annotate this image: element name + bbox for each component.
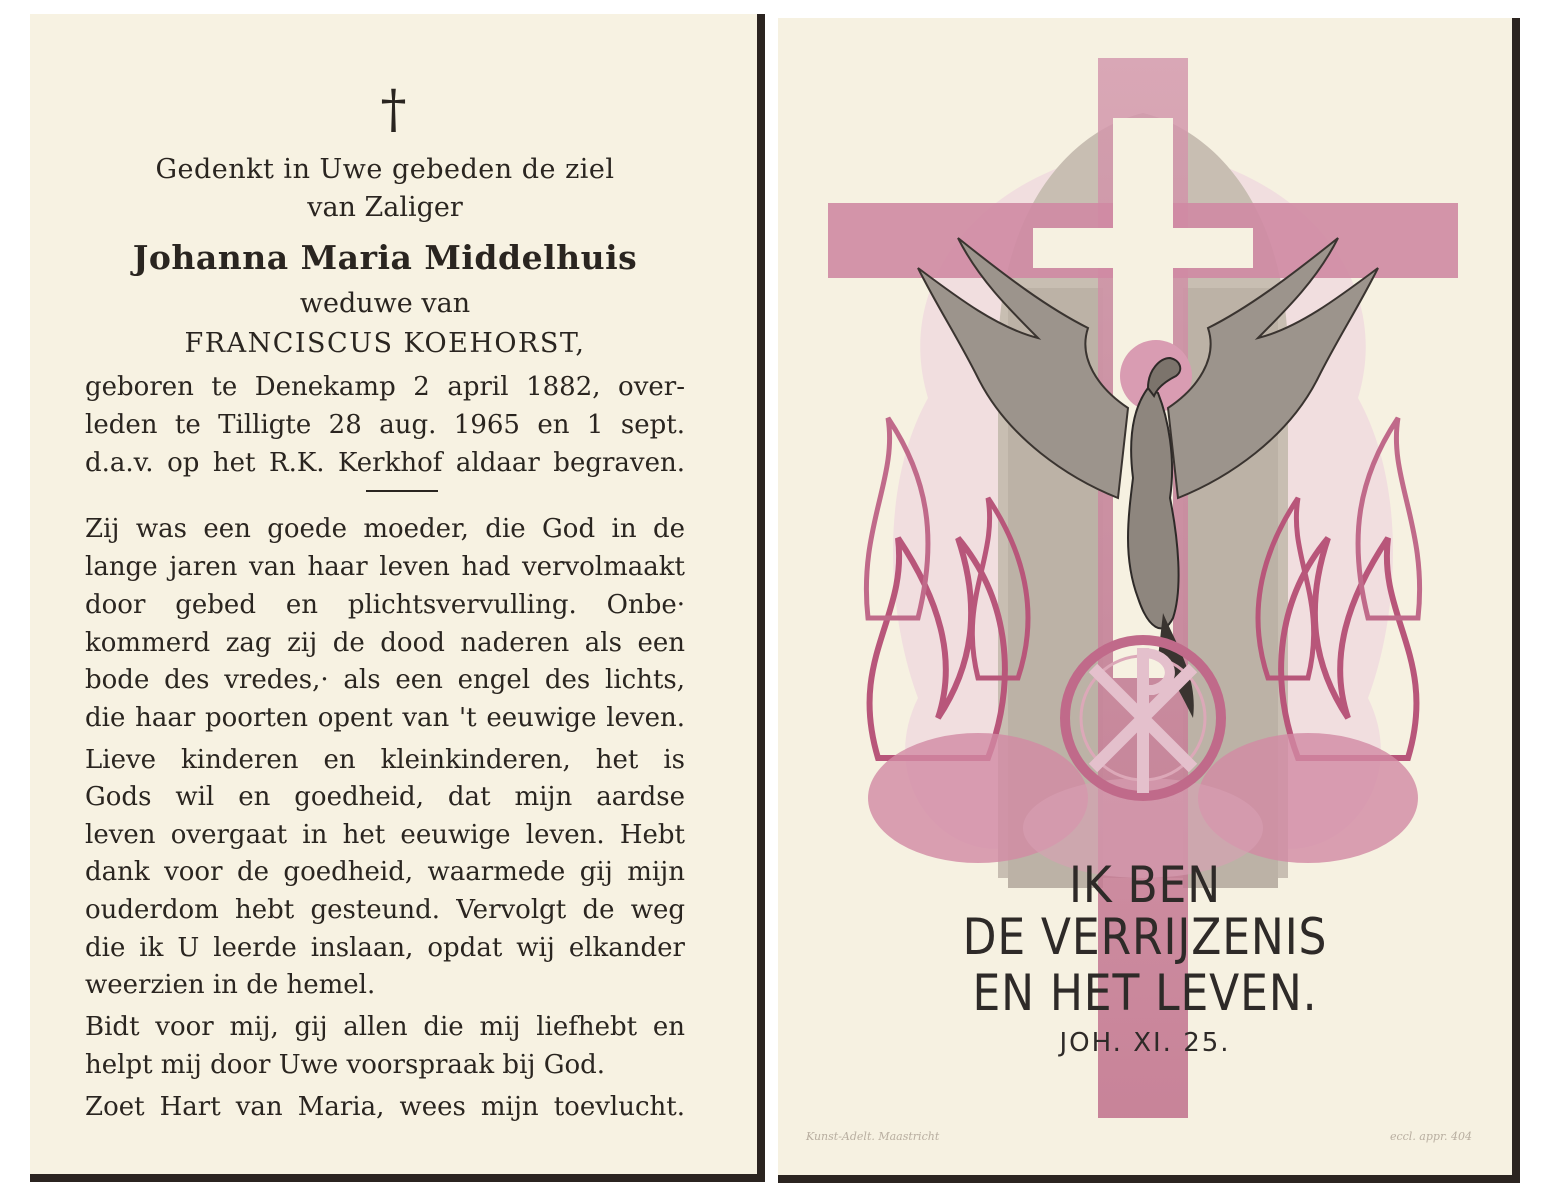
bio-line: leden te Tilligte 28 aug. 1965 en 1 sept.	[85, 410, 685, 440]
publisher-imprint: Kunst-Adelt. Maastricht	[806, 1130, 940, 1143]
bio-line: d.a.v. op het R.K. Kerkhof aldaar begraven.	[85, 448, 685, 478]
bio-line: geboren te Denekamp 2 april 1882, over-	[85, 372, 685, 402]
body-line: ouderdom hebt gesteund. Vervolgt de weg	[85, 895, 685, 925]
husband-name: FRANCISCUS KOEHORST,	[184, 328, 586, 359]
white-cross-horizontal	[1033, 228, 1253, 268]
body-line: Lieve kinderen en kleinkinderen, het is	[85, 745, 685, 775]
body-line: door gebed en plichtsvervulling. Onbe·	[85, 590, 685, 620]
body-line: Zij was een goede moeder, die God in de	[85, 514, 685, 544]
deceased-name: Johanna Maria Middelhuis	[132, 238, 638, 277]
body-line: weerzien in de hemel.	[85, 970, 376, 1000]
cross-icon: †	[380, 80, 407, 140]
intro-line: Gedenkt in Uwe gebeden de ziel	[155, 154, 615, 185]
body-line: Zoet Hart van Maria, wees mijn toevlucht.	[85, 1092, 685, 1122]
verse-line: DE VERRIJZENIS	[962, 908, 1328, 966]
approval-imprint: eccl. appr. 404	[1389, 1130, 1472, 1143]
verse-line: EN HET LEVEN.	[972, 964, 1318, 1022]
body-line: leven overgaat in het eeuwige leven. Hebt	[85, 820, 685, 850]
body-line: Gods wil en goedheid, dat mijn aardse	[85, 782, 685, 812]
body-line: helpt mij door Uwe voorspraak bij God.	[85, 1050, 606, 1080]
body-line: die ik U leerde inslaan, opdat wij elkander	[85, 933, 685, 963]
body-line: die haar poorten opent van 't eeuwige leven.	[85, 703, 685, 733]
body-line: kommerd zag zij de dood naderen als een	[85, 628, 685, 658]
verse-reference: JOH. XI. 25.	[1059, 1028, 1231, 1058]
memorial-card-image-side	[778, 18, 1520, 1183]
divider	[366, 490, 438, 492]
intro-line-2: van Zaliger	[307, 192, 463, 223]
body-line: bode des vredes,· als een engel des lichts,	[85, 665, 685, 695]
verse-line: IK BEN	[1068, 856, 1221, 914]
body-line: Bidt voor mij, gij allen die mij liefhebt en	[85, 1012, 685, 1042]
body-line: lange jaren van haar leven had vervolmaakt	[85, 552, 685, 582]
widow-of-label: weduwe van	[299, 288, 471, 319]
memorial-card-text-side	[30, 14, 765, 1182]
body-line: dank voor de goedheid, waarmede gij mijn	[85, 857, 685, 887]
